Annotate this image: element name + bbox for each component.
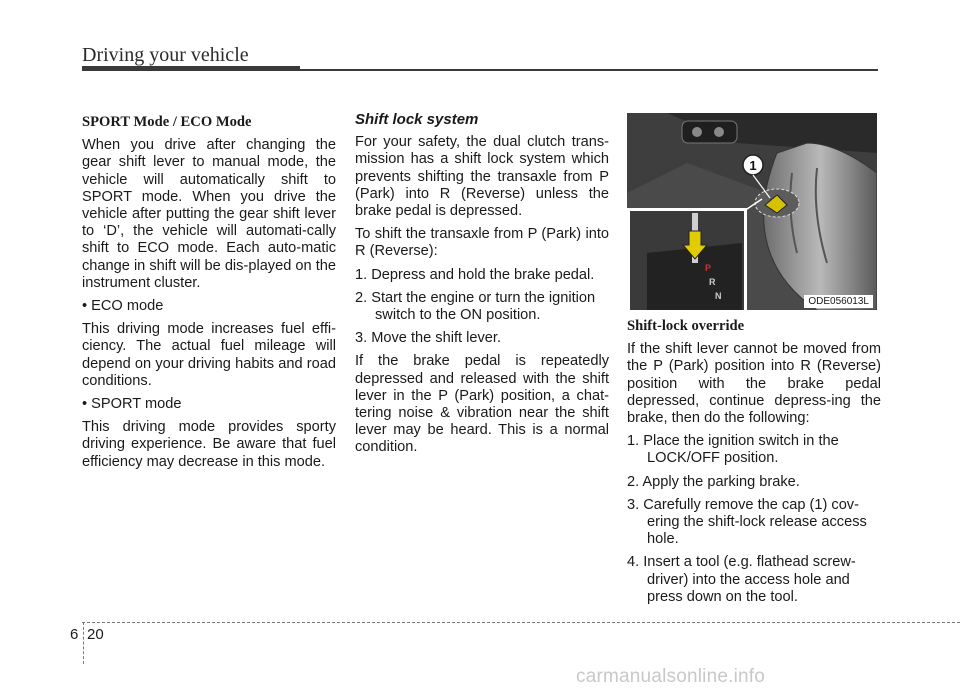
shift-lever-drawing xyxy=(627,113,877,310)
numbered-step: 4. Insert a tool (e.g. flathead screw-driver) into the access hole and press down on the tool. xyxy=(627,554,856,605)
gear-letter-n: N xyxy=(715,291,722,301)
paragraph: If the brake pedal is repeatedly depressed and released with the shift lever in the P (Park) position, a chat-tering noise & vibration near the shift lever may be heard. This is a normal condition. xyxy=(355,353,609,456)
column-left xyxy=(82,114,336,477)
paragraph: For your safety, the dual clutch trans-mission has a shift lock system which prevents shifting the transaxle from P (Park) into R (Reverse) unless the brake pedal is depressed. xyxy=(355,134,609,220)
shift-lever-illustration xyxy=(627,113,877,310)
header-rule-thin xyxy=(300,69,878,71)
paragraph: To shift the transaxle from P (Park) into R (Reverse): xyxy=(355,226,609,260)
header-rule-thick xyxy=(82,66,300,71)
numbered-step: 3. Move the shift lever. xyxy=(355,330,502,347)
gear-letter-p: P xyxy=(705,263,712,273)
section-heading-shift-lock-override: Shift-lock override xyxy=(627,318,745,334)
paragraph: If the shift lever cannot be moved from the P (Park) position into R (Reverse) position with the brake pedal depressed, continue depress-ing the brake, then do the following: xyxy=(627,341,881,427)
column-middle xyxy=(355,111,609,463)
bullet-eco-mode: • ECO mode xyxy=(82,298,164,315)
gear-letter-r: R xyxy=(709,277,716,287)
column-right xyxy=(627,318,881,612)
chapter-number: 6 xyxy=(70,626,79,643)
section-title-shift-lock: Shift lock system xyxy=(355,111,479,128)
paragraph: When you drive after changing the gear shift lever to manual mode, the vehicle will automatically shift to SPORT mode. When you drive the vehicle after putting the gear shift lever to ‘D’, the vehicle will automati-cally shift to ECO mode. Each auto-matic change in shift will be dis-played on the instrument cluster. xyxy=(82,137,336,291)
numbered-step: 1. Depress and hold the brake pedal. xyxy=(355,266,595,283)
numbered-step: 3. Carefully remove the cap (1) cov-ering the shift-lock release access hole. xyxy=(627,496,867,548)
bullet-sport-mode: • SPORT mode xyxy=(82,396,182,413)
paragraph: This driving mode increases fuel effi-ciency. The actual fuel mileage will depend on your driving habits and road conditions. xyxy=(82,321,336,389)
watermark-text: carmanualsonline.info xyxy=(576,666,766,687)
footer-divider xyxy=(83,622,84,664)
numbered-step: 2. Start the engine or turn the ignition switch to the ON position. xyxy=(355,289,596,324)
page-header-title: Driving your vehicle xyxy=(82,44,249,66)
page-number: 20 xyxy=(87,626,104,643)
numbered-step: 2. Apply the parking brake. xyxy=(627,473,800,490)
figure-caption: ODE056013L xyxy=(804,295,873,308)
callout-number-1: 1 xyxy=(749,158,757,173)
paragraph: This driving mode provides sporty driving experience. Be aware that fuel efficiency may decrease in this mode. xyxy=(82,419,336,470)
section-heading-sport-eco: SPORT Mode / ECO Mode xyxy=(82,114,252,130)
footer-rule xyxy=(82,622,960,623)
numbered-step: 1. Place the ignition switch in the LOCK/OFF position. xyxy=(627,433,839,467)
